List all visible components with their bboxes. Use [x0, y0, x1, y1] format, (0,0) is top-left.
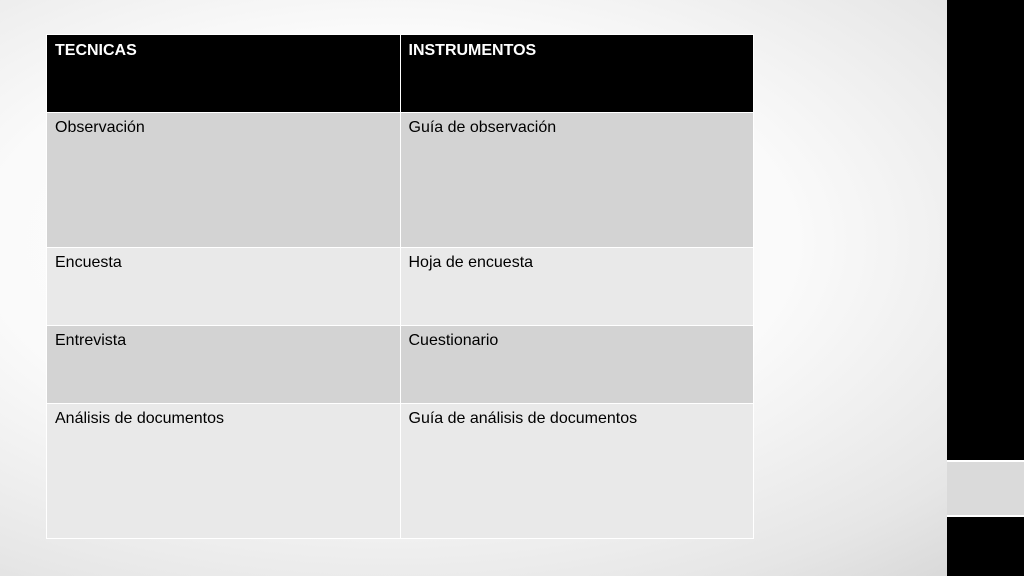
table-row — [47, 404, 754, 539]
header-tecnicas: TECNICAS — [47, 35, 401, 113]
cell-tecnica: Análisis de documentos — [47, 404, 401, 539]
table-row — [47, 326, 754, 404]
cell-tecnica: Encuesta — [47, 248, 401, 326]
table-header-row — [47, 35, 754, 113]
header-instrumentos: INSTRUMENTOS — [400, 35, 754, 113]
cell-tecnica: Entrevista — [47, 326, 401, 404]
cell-instrumento: Hoja de encuesta — [400, 248, 754, 326]
techniques-table — [46, 34, 754, 539]
cell-instrumento: Guía de análisis de documentos — [400, 404, 754, 539]
table-row — [47, 248, 754, 326]
cell-instrumento: Guía de observación — [400, 113, 754, 248]
slide-side-bar-accent — [947, 460, 1024, 517]
cell-tecnica: Observación — [47, 113, 401, 248]
cell-instrumento: Cuestionario — [400, 326, 754, 404]
table-row — [47, 113, 754, 248]
